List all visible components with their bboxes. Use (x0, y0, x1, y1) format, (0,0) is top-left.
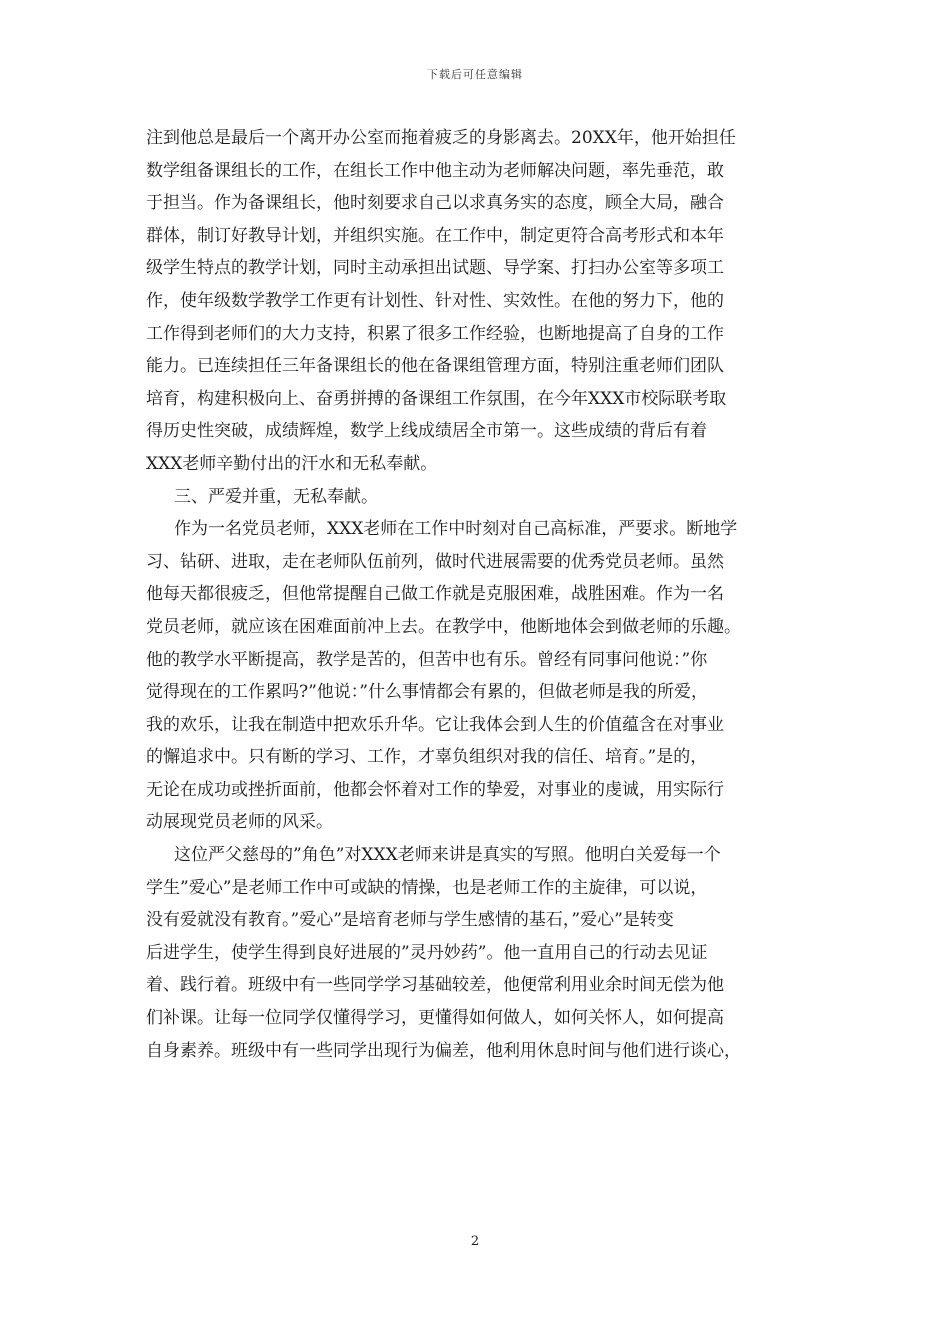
text-line: 数学组备课组长的工作，在组长工作中他主动为老师解决问题，率先垂范，敢 (146, 160, 724, 181)
text-line: 这位严父慈母的”角色”对XXX老师来讲是真实的写照。他明白关爱每一个 (174, 845, 721, 866)
text-line: 于担当。作为备课组长，他时刻要求自己以求真务实的态度，顾全大局，融合 (146, 193, 724, 214)
document-body (146, 122, 806, 1067)
text-line: 的懈追求中。只有断的学习、工作，才辜负组织对我的信任、培育。”是的， (146, 747, 708, 768)
text-line: XXX老师辛勤付出的汗水和无私奉献。 (146, 453, 438, 474)
text-line: 无论在成功或挫折面前，他都会怀着对工作的挚爱，对事业的虔诚，用实际行 (146, 779, 724, 800)
text-line: 习、钻研、进取，走在老师队伍前列，做时代进展需要的优秀党员老师。虽然 (146, 551, 724, 572)
text-line: 没有爱就没有教育。”爱心”是培育老师与学生感情的基石，”爱心”是转变 (146, 910, 674, 931)
text-line: 群体，制订好教导计划，并组织实施。在工作中，制定更符合高考形式和本年 (146, 225, 724, 246)
text-line: 得历史性突破，成绩辉煌，数学上线成绩居全市第一。这些成绩的背后有着 (146, 421, 707, 442)
section-heading: 三、严爱并重，无私奉献。 (174, 486, 378, 507)
text-line: 注到他总是最后一个离开办公室而拖着疲乏的身影离去。20XX年，他开始担任 (146, 128, 736, 148)
text-line: 后进学生，使学生得到良好进展的”灵丹妙药”。他一直用自己的行动去见证 (146, 942, 708, 963)
page-header-note: 下载后可任意编辑 (427, 68, 523, 81)
text-line: 动展现党员老师的风采。 (146, 812, 333, 833)
text-line: 我的欢乐，让我在制造中把欢乐升华。它让我体会到人生的价值蕴含在对事业 (146, 714, 724, 735)
text-line: 觉得现在的工作累吗?”他说：”什么事情都会有累的，但做老师是我的所爱， (146, 682, 708, 703)
text-line: 作，使年级数学教学工作更有计划性、针对性、实效性。在他的努力下，他的 (146, 290, 724, 311)
text-line: 们补课。让每一位同学仅懂得学习，更懂得如何做人，如何关怀人，如何提高 (146, 1008, 724, 1029)
text-line: 作为一名党员老师，XXX老师在工作中时刻对自己高标准，严要求。断地学 (174, 519, 738, 540)
text-line: 着、践行着。班级中有一些同学学习基础较差，他便常利用业余时间无偿为他 (146, 975, 724, 996)
text-line: 能力。已连续担任三年备课组长的他在备课组管理方面，特别注重老师们团队 (146, 356, 724, 377)
page-number: 2 (470, 1234, 480, 1249)
text-line: 自身素养。班级中有一些同学出现行为偏差，他利用休息时间与他们进行谈心， (146, 1040, 741, 1061)
text-line: 他每天都很疲乏，但他常提醒自己做工作就是克服困难，战胜困难。作为一名 (146, 584, 724, 605)
text-line: 级学生特点的教学计划，同时主动承担出试题、导学案、打扫办公室等多项工 (146, 258, 724, 279)
text-line: 工作得到老师们的大力支持，积累了很多工作经验，也断地提高了自身的工作 (146, 323, 724, 344)
text-line: 党员老师，就应该在困难面前冲上去。在教学中，他断地体会到做老师的乐趣。 (146, 616, 741, 637)
text-line: 培育，构建积极向上、奋勇拼搏的备课组工作氛围，在今年XXX市校际联考取 (146, 388, 727, 409)
text-line: 他的教学水平断提高，教学是苦的，但苦中也有乐。曾经有同事问他说：”你 (146, 649, 708, 670)
text-line: 学生”爱心”是老师工作中可或缺的情操，也是老师工作的主旋律，可以说， (146, 877, 708, 898)
